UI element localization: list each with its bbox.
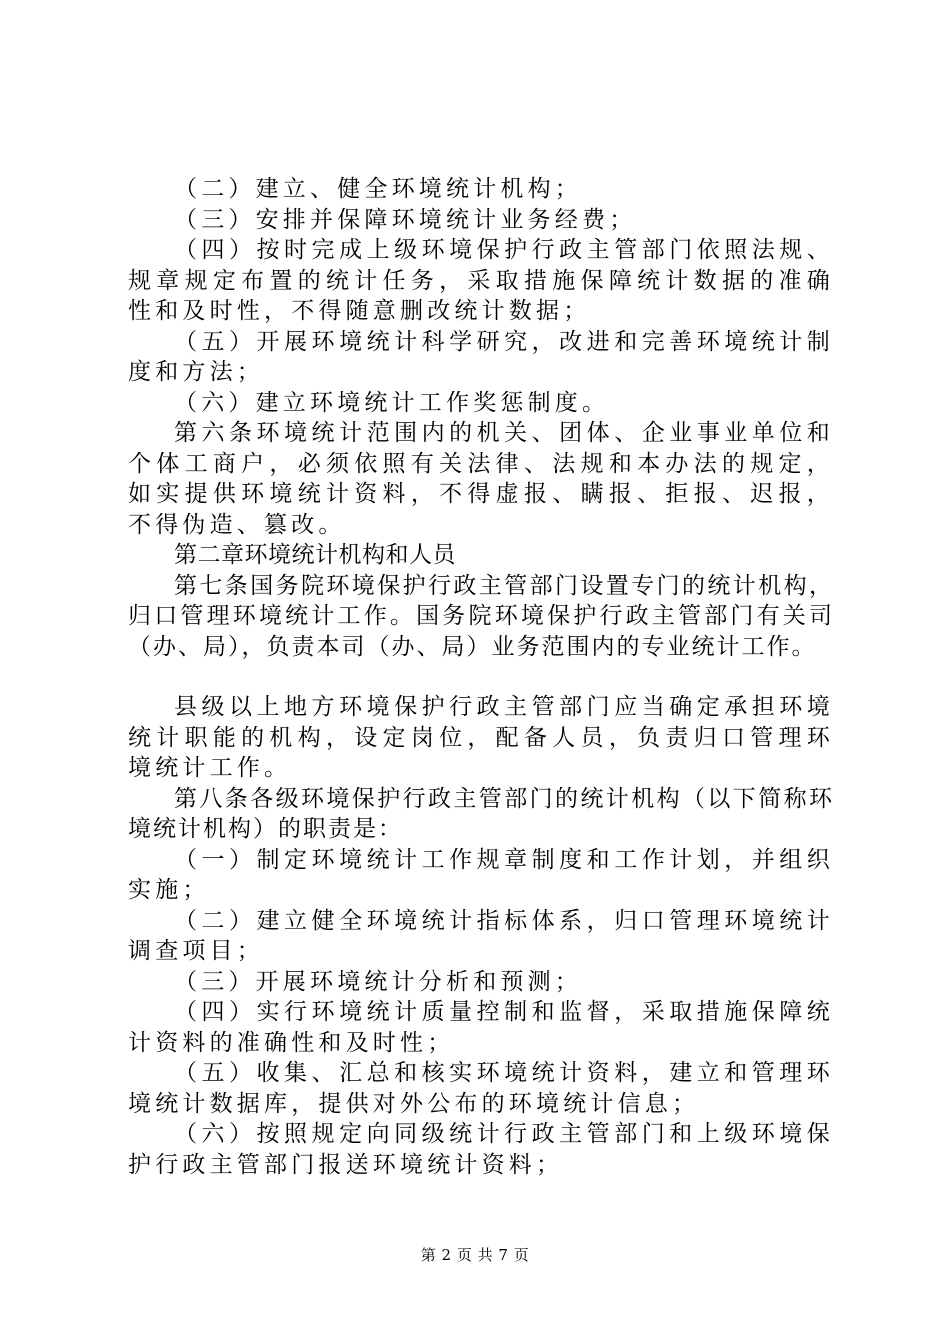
paragraph-item-5: （五）开展环境统计科学研究，改进和完善环境统计制度和方法； [128, 328, 834, 385]
duty-item-5: （五）收集、汇总和核实环境统计资料，建立和管理环境统计数据库，提供对外公布的环境统计信息； [128, 1060, 834, 1117]
paragraph-item-6: （六）建立环境统计工作奖惩制度。 [174, 389, 610, 416]
article-6: 第六条环境统计范围内的机关、团体、企业事业单位和个体工商户，必须依照有关法律、法规和本办法的规定，如实提供环境统计资料，不得虚报、瞒报、拒报、迟报，不得伪造、篡改。 [128, 420, 834, 538]
duty-item-4: （四）实行环境统计质量控制和监督，采取措施保障统计资料的准确性和及时性； [128, 999, 834, 1056]
duty-item-3: （三）开展环境统计分析和预测； [174, 968, 582, 995]
duty-item-1: （一）制定环境统计工作规章制度和工作计划，并组织实施； [128, 846, 834, 903]
paragraph-item-2: （二）建立、健全环境统计机构； [174, 176, 582, 202]
paragraph-item-3: （三）安排并保障环境统计业务经费； [174, 206, 637, 233]
article-8: 第八条各级环境保护行政主管部门的统计机构（以下简称环境统计机构）的职责是： [128, 785, 834, 842]
duty-item-2: （二）建立健全环境统计指标体系，归口管理环境统计调查项目； [128, 907, 834, 964]
paragraph-item-4: （四）按时完成上级环境保护行政主管部门依照法规、规章规定布置的统计任务，采取措施保障统计数据的准确性和及时性，不得随意删改统计数据； [128, 237, 834, 324]
chapter-2-heading: 第二章环境统计机构和人员 [174, 542, 456, 568]
blank-line [128, 662, 834, 692]
document-body [128, 174, 834, 1180]
article-7: 第七条国务院环境保护行政主管部门设置专门的统计机构，归口管理环境统计工作。国务院环境保护行政主管部门有关司（办、局），负责本司（办、局）业务范围内的专业统计工作。 [128, 572, 834, 660]
article-7-local: 县级以上地方环境保护行政主管部门应当确定承担环境统计职能的机构，设定岗位，配备人员，负责归口管理环境统计工作。 [128, 694, 834, 781]
duty-item-6: （六）按照规定向同级统计行政主管部门和上级环境保护行政主管部门报送环境统计资料； [128, 1121, 834, 1178]
page-number-footer: 第 2 页 共 7 页 [420, 1246, 530, 1264]
